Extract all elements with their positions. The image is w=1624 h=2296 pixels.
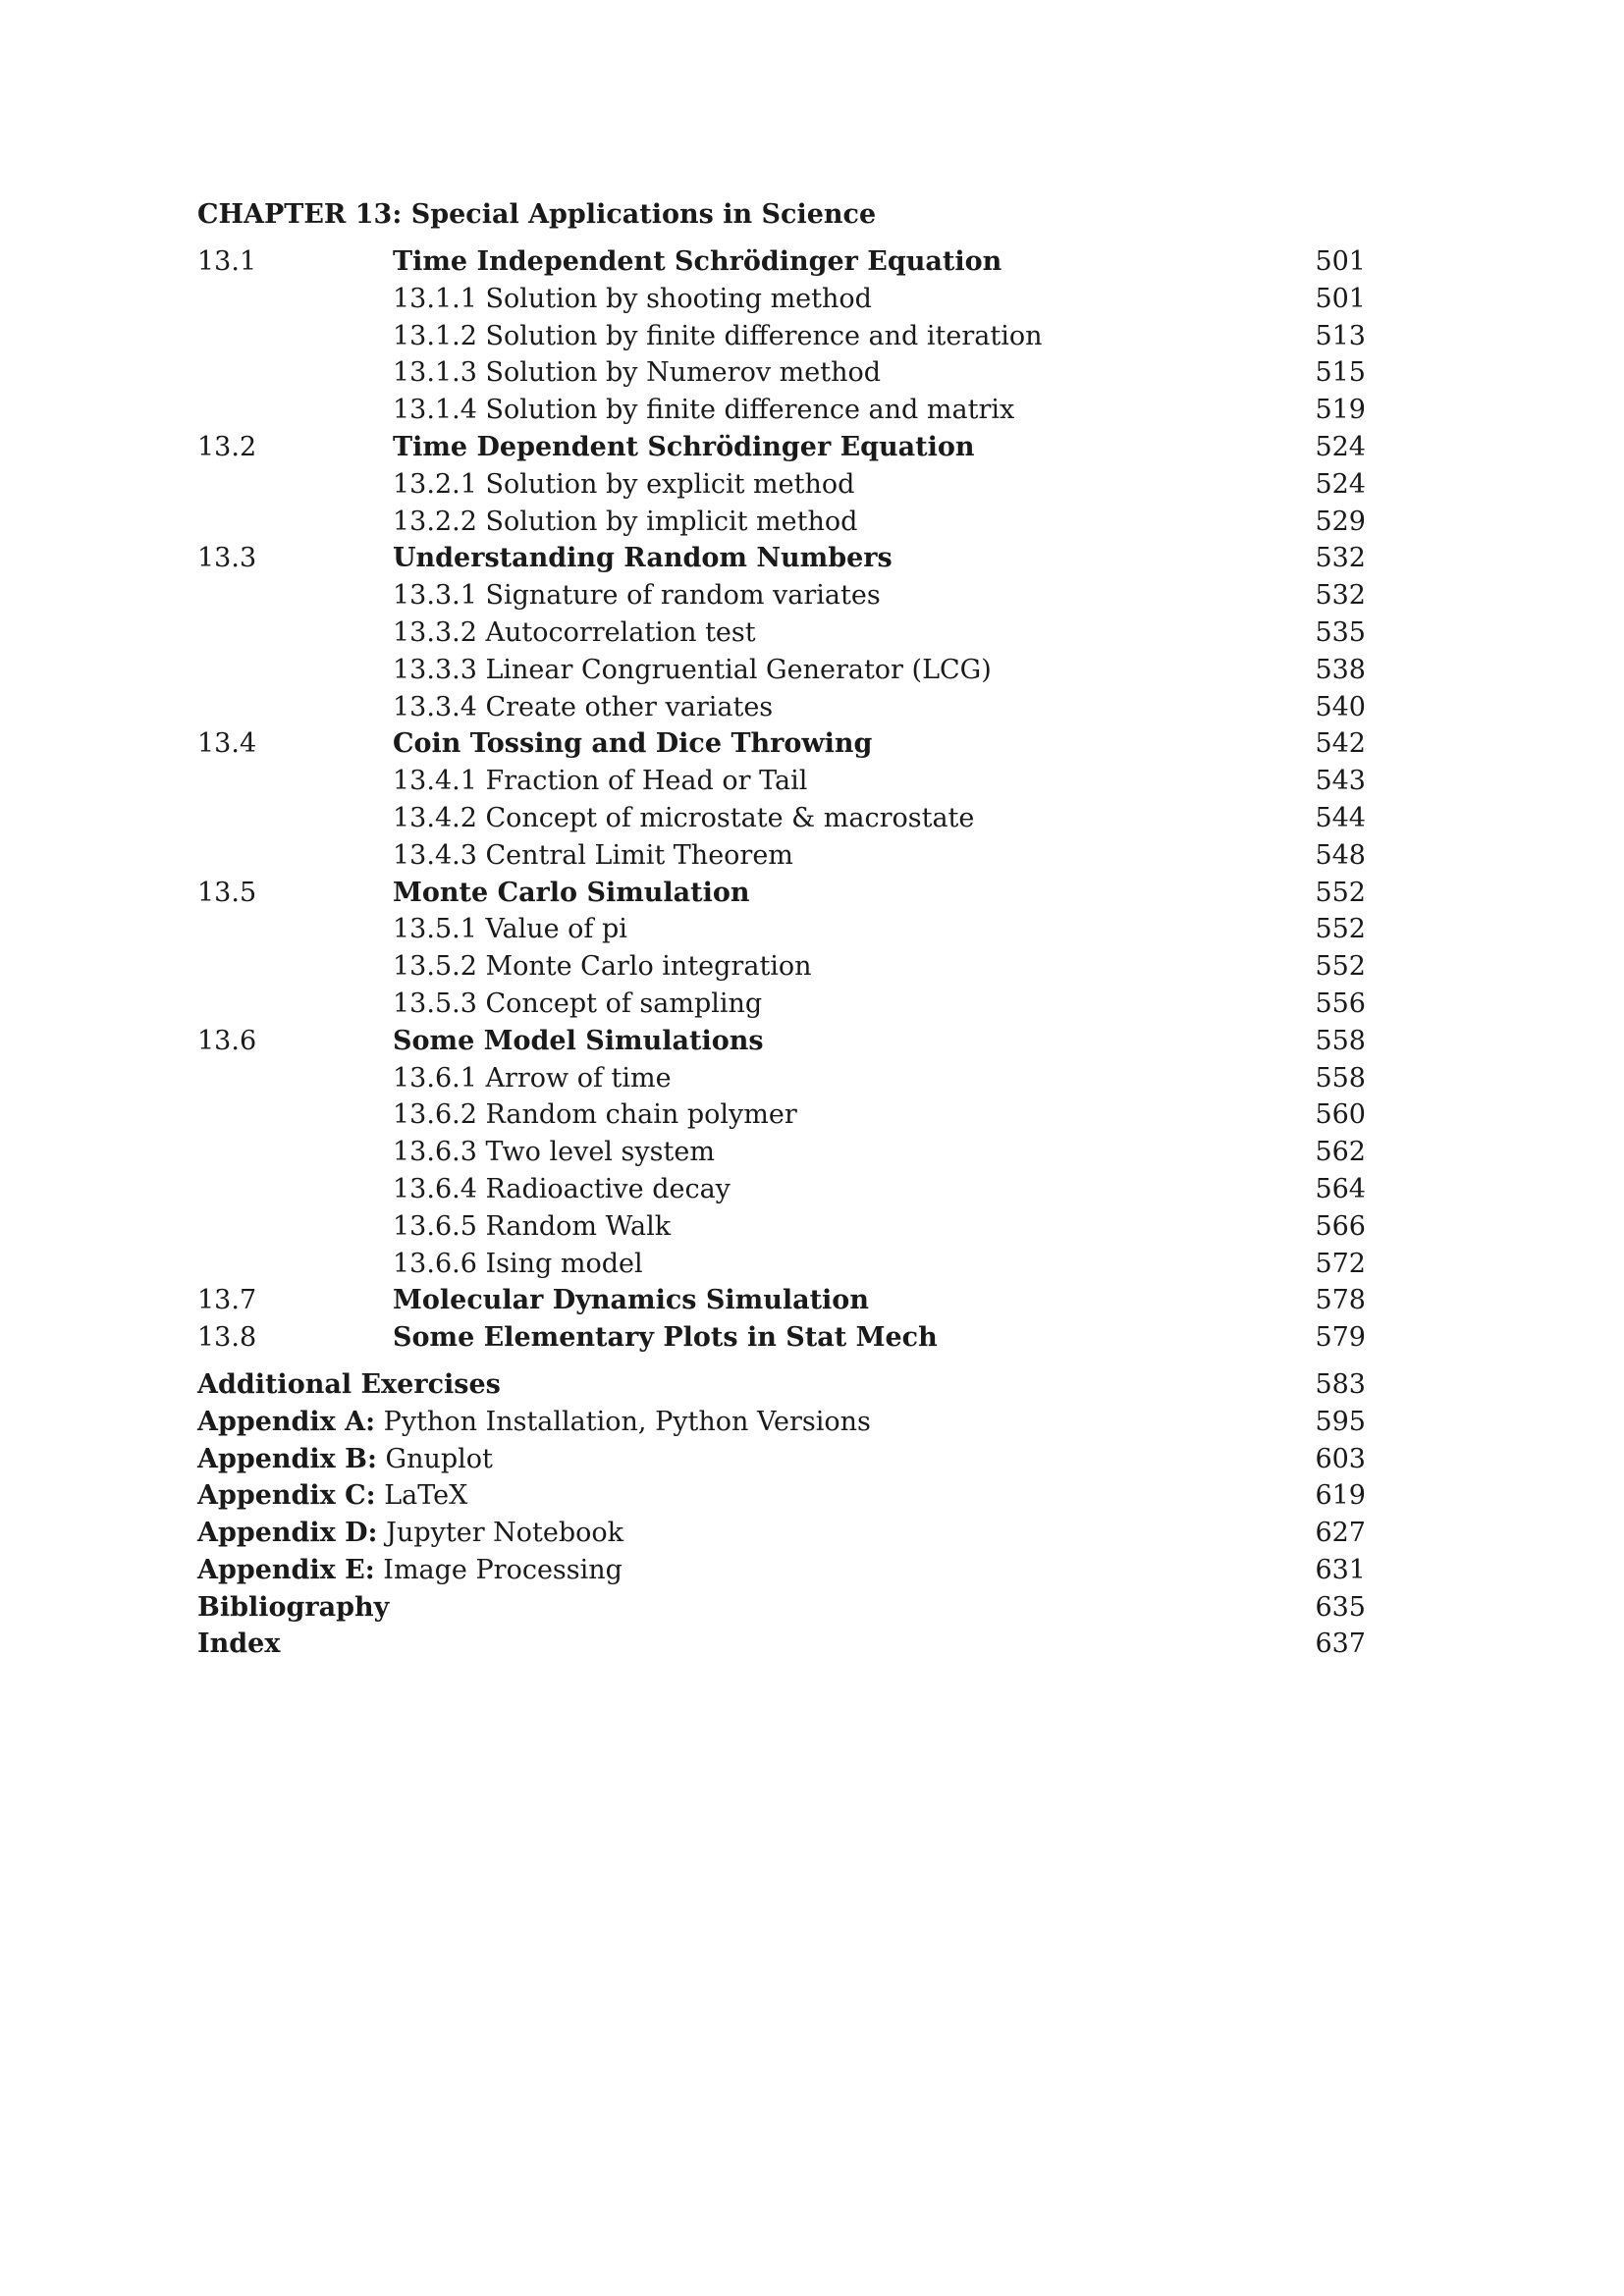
- toc-section-row[interactable]: [197, 725, 1366, 763]
- page-number: 543: [1315, 766, 1366, 797]
- toc-subsection-row[interactable]: [197, 577, 1366, 614]
- section-title: 13.6.5 Random Walk: [393, 1210, 672, 1242]
- back-matter-row[interactable]: [197, 1626, 1366, 1663]
- toc-section-row[interactable]: [197, 243, 1366, 281]
- back-matter-title: Python Installation, Python Versions: [375, 1406, 871, 1437]
- page-number: 595: [1315, 1406, 1366, 1437]
- toc-page: [197, 196, 1366, 1663]
- page-number: 637: [1315, 1629, 1366, 1660]
- back-matter-title: Image Processing: [374, 1554, 623, 1585]
- page-number: 572: [1315, 1248, 1366, 1279]
- toc-section-row[interactable]: [197, 429, 1366, 466]
- page-number: 603: [1315, 1443, 1366, 1474]
- section-number: 13.1: [197, 246, 257, 277]
- back-matter-row[interactable]: [197, 1477, 1366, 1515]
- section-number: 13.6: [197, 1025, 257, 1056]
- toc-subsection-row[interactable]: [197, 652, 1366, 689]
- section-title: 13.2.2 Solution by implicit method: [393, 506, 858, 537]
- page-number: 524: [1315, 431, 1366, 462]
- toc-section-row[interactable]: [197, 875, 1366, 912]
- section-title: 13.3.2 Autocorrelation test: [393, 616, 756, 648]
- page-number: 542: [1315, 728, 1366, 760]
- toc-section-row[interactable]: [197, 540, 1366, 577]
- toc-subsection-row[interactable]: [197, 354, 1366, 392]
- page-number: 558: [1315, 1062, 1366, 1094]
- back-matter-row[interactable]: [197, 1366, 1366, 1404]
- page-number: 544: [1315, 802, 1366, 833]
- back-matter-label: Additional Exercises: [197, 1368, 501, 1400]
- toc-subsection-row[interactable]: [197, 1096, 1366, 1134]
- section-title: Monte Carlo Simulation: [393, 877, 750, 908]
- section-title: 13.5.1 Value of pi: [393, 914, 627, 945]
- page-number: 548: [1315, 839, 1366, 871]
- section-title: 13.6.1 Arrow of time: [393, 1062, 672, 1094]
- page-number: 560: [1315, 1099, 1366, 1131]
- section-title: 13.2.1 Solution by explicit method: [393, 468, 855, 500]
- toc-subsection-row[interactable]: [197, 837, 1366, 875]
- section-title: 13.6.4 Radioactive decay: [393, 1173, 731, 1204]
- section-title: 13.4.3 Central Limit Theorem: [393, 839, 793, 871]
- section-title: Time Independent Schrödinger Equation: [393, 246, 1002, 277]
- section-title: 13.1.4 Solution by finite difference and matrix: [393, 395, 1015, 426]
- page-number: 566: [1315, 1210, 1366, 1242]
- section-title: Molecular Dynamics Simulation: [393, 1285, 869, 1316]
- back-matter-label: Appendix A:: [197, 1406, 376, 1437]
- section-number: 13.7: [197, 1285, 257, 1316]
- toc-subsection-row[interactable]: [197, 1208, 1366, 1246]
- back-matter-label: Appendix E:: [197, 1554, 375, 1585]
- page-number: 524: [1315, 468, 1366, 500]
- section-title: Understanding Random Numbers: [393, 543, 893, 574]
- section-title: Coin Tossing and Dice Throwing: [393, 728, 873, 760]
- page-number: 583: [1315, 1368, 1366, 1400]
- section-title: 13.4.2 Concept of microstate & macrostate: [393, 802, 975, 833]
- toc-subsection-row[interactable]: [197, 614, 1366, 652]
- section-title: 13.1.3 Solution by Numerov method: [393, 357, 882, 389]
- section-number: 13.3: [197, 543, 257, 574]
- back-matter-label: Bibliography: [197, 1591, 390, 1623]
- back-matter-row[interactable]: [197, 1441, 1366, 1478]
- page-number: 619: [1315, 1480, 1366, 1512]
- section-title: 13.6.2 Random chain polymer: [393, 1099, 797, 1131]
- section-title: 13.1.2 Solution by finite difference and iteration: [393, 320, 1043, 351]
- section-title: 13.3.4 Create other variates: [393, 691, 774, 722]
- toc-subsection-row[interactable]: [197, 800, 1366, 837]
- page-number: 538: [1315, 654, 1366, 685]
- page-number: 556: [1315, 988, 1366, 1019]
- page-number: 579: [1315, 1322, 1366, 1354]
- toc-subsection-row[interactable]: [197, 689, 1366, 726]
- section-number: 13.2: [197, 431, 257, 462]
- section-title: 13.3.1 Signature of random variates: [393, 580, 881, 612]
- section-number: 13.8: [197, 1322, 257, 1354]
- toc-subsection-row[interactable]: [197, 1060, 1366, 1097]
- toc-subsection-row[interactable]: [197, 911, 1366, 948]
- section-number: 13.5: [197, 877, 257, 908]
- section-title: Some Model Simulations: [393, 1025, 764, 1056]
- toc-subsection-row[interactable]: [197, 948, 1366, 986]
- back-matter-title: Jupyter Notebook: [377, 1518, 624, 1549]
- page-number: 552: [1315, 877, 1366, 908]
- toc-subsection-row[interactable]: [197, 1246, 1366, 1283]
- toc-subsection-row[interactable]: [197, 318, 1366, 355]
- section-title: Some Elementary Plots in Stat Mech: [393, 1322, 938, 1354]
- back-matter-row[interactable]: [197, 1552, 1366, 1589]
- page-number: 635: [1315, 1591, 1366, 1623]
- toc-subsection-row[interactable]: [197, 392, 1366, 429]
- toc-subsection-row[interactable]: [197, 763, 1366, 800]
- page-number: 627: [1315, 1518, 1366, 1549]
- page-number: 532: [1315, 543, 1366, 574]
- chapter-title: CHAPTER 13: Special Applications in Science: [197, 199, 877, 230]
- section-title: 13.5.3 Concept of sampling: [393, 988, 763, 1019]
- page-number: 501: [1315, 246, 1366, 277]
- section-title: 13.6.3 Two level system: [393, 1137, 715, 1168]
- page-number: 631: [1315, 1554, 1366, 1585]
- page-number: 564: [1315, 1173, 1366, 1204]
- page-number: 532: [1315, 580, 1366, 612]
- page-number: 529: [1315, 506, 1366, 537]
- toc-section-row[interactable]: [197, 1023, 1366, 1060]
- section-title: 13.1.1 Solution by shooting method: [393, 283, 872, 314]
- back-matter-title: LaTeX: [375, 1480, 468, 1512]
- back-matter-row[interactable]: [197, 1515, 1366, 1552]
- back-matter-row[interactable]: [197, 1589, 1366, 1627]
- page-number: 578: [1315, 1285, 1366, 1316]
- toc-subsection-row[interactable]: [197, 1171, 1366, 1208]
- section-title: 13.5.2 Monte Carlo integration: [393, 951, 812, 983]
- page-number: 515: [1315, 357, 1366, 389]
- toc-section-row[interactable]: [197, 1282, 1366, 1319]
- page-number: 519: [1315, 395, 1366, 426]
- toc-subsection-row[interactable]: [197, 1134, 1366, 1171]
- page-number: 513: [1315, 320, 1366, 351]
- toc-subsection-row[interactable]: [197, 281, 1366, 318]
- section-title: 13.4.1 Fraction of Head or Tail: [393, 766, 808, 797]
- page-number: 535: [1315, 616, 1366, 648]
- page-number: 552: [1315, 951, 1366, 983]
- page-number: 501: [1315, 283, 1366, 314]
- back-matter-title: Gnuplot: [376, 1443, 493, 1474]
- back-matter-label: Appendix D:: [197, 1518, 378, 1549]
- section-title: 13.6.6 Ising model: [393, 1248, 643, 1279]
- back-matter: [197, 1366, 1366, 1663]
- page-number: 558: [1315, 1025, 1366, 1056]
- section-number: 13.4: [197, 728, 257, 760]
- toc-entries: [197, 243, 1366, 1357]
- back-matter-label: Appendix B:: [197, 1443, 377, 1474]
- toc-subsection-row[interactable]: [197, 504, 1366, 541]
- toc-subsection-row[interactable]: [197, 466, 1366, 504]
- page-number: 562: [1315, 1137, 1366, 1168]
- back-matter-label: Appendix C:: [197, 1480, 376, 1512]
- toc-subsection-row[interactable]: [197, 986, 1366, 1023]
- page-number: 552: [1315, 914, 1366, 945]
- toc-section-row[interactable]: [197, 1319, 1366, 1357]
- section-title: Time Dependent Schrödinger Equation: [393, 431, 975, 462]
- section-title: 13.3.3 Linear Congruential Generator (LCG): [393, 654, 992, 685]
- back-matter-row[interactable]: [197, 1404, 1366, 1441]
- page-number: 540: [1315, 691, 1366, 722]
- back-matter-label: Index: [197, 1629, 281, 1660]
